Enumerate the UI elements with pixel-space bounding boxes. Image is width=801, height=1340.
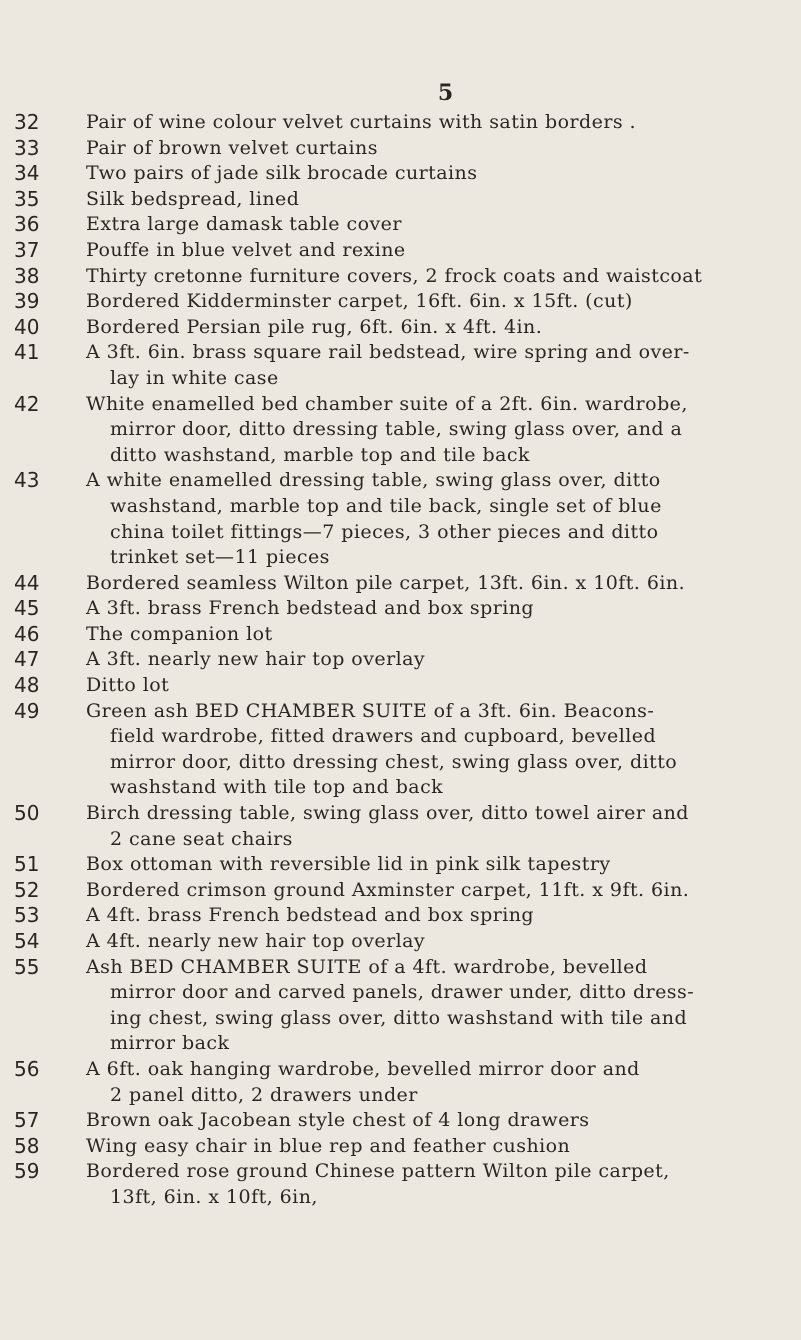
lot-number: 49 (14, 698, 40, 723)
lot-entry (14, 340, 801, 391)
lot-number: 45 (14, 596, 40, 621)
lot-entry (14, 699, 801, 801)
lot-entry (14, 852, 801, 878)
lot-number: 47 (14, 647, 40, 672)
lot-description (86, 289, 801, 315)
lot-entry (14, 673, 801, 699)
lot-description-line: Wing easy chair in blue rep and feather cushion (86, 1134, 571, 1157)
lot-description (86, 110, 801, 136)
lot-number: 35 (14, 186, 40, 211)
lot-number: 33 (14, 135, 40, 160)
lot-number: 36 (14, 212, 40, 237)
lot-description-line: washstand with tile top and back (110, 776, 444, 799)
lot-description (86, 212, 801, 238)
lot-description (86, 647, 801, 673)
lot-description (86, 136, 801, 162)
lot-description-line: washstand, marble top and tile back, single set of blue (110, 494, 662, 517)
lot-description (86, 878, 801, 904)
lot-description (86, 340, 801, 391)
lot-number: 56 (14, 1056, 40, 1081)
lot-description-line: mirror door, ditto dressing chest, swing glass over, ditto (110, 750, 678, 773)
lot-description-line: Pair of brown velvet curtains (86, 136, 378, 159)
lot-description-line: Bordered seamless Wilton pile carpet, 13ft. 6in. x 10ft. 6in. (86, 571, 686, 594)
lot-description-line: The companion lot (86, 622, 273, 645)
lot-entry (14, 110, 801, 136)
lot-description (86, 903, 801, 929)
lot-number: 55 (14, 954, 40, 979)
page-number: 5 (437, 80, 454, 106)
lot-description (86, 315, 801, 341)
lot-description-line: Pouffe in blue velvet and rexine (86, 238, 406, 261)
lot-description (86, 596, 801, 622)
lot-number: 58 (14, 1133, 40, 1158)
lot-number: 37 (14, 237, 40, 262)
lot-description-line: Bordered rose ground Chinese pattern Wilton pile carpet, (86, 1160, 670, 1183)
lot-number: 52 (14, 877, 40, 902)
lot-description-line: Bordered Persian pile rug, 6ft. 6in. x 4ft. 4in. (86, 315, 543, 338)
lot-description (86, 955, 801, 1057)
lot-number: 51 (14, 852, 40, 877)
lot-description (86, 161, 801, 187)
lot-description (86, 673, 801, 699)
lot-description-line: 13ft, 6in. x 10ft, 6in, (110, 1185, 318, 1208)
lot-number: 53 (14, 903, 40, 928)
lot-description-line: mirror door and carved panels, drawer under, ditto dress- (110, 981, 695, 1004)
lot-description-line: mirror back (110, 1032, 230, 1055)
lot-entry (14, 136, 801, 162)
lot-entry (14, 801, 801, 852)
lot-entry (14, 622, 801, 648)
lot-number: 38 (14, 263, 40, 288)
lot-description-line: A 3ft. brass French bedstead and box spring (86, 597, 535, 620)
lot-number: 46 (14, 621, 40, 646)
lot-description (86, 571, 801, 597)
lot-number: 34 (14, 161, 40, 186)
lot-description-line: Brown oak Jacobean style chest of 4 long drawers (86, 1109, 590, 1132)
lot-number: 40 (14, 314, 40, 339)
lot-description-line: A 6ft. oak hanging wardrobe, bevelled mirror door and (86, 1057, 640, 1080)
lot-description-line: Ditto lot (86, 674, 170, 697)
lot-entry (14, 1159, 801, 1210)
lot-description-line: Thirty cretonne furniture covers, 2 frock coats and waistcoat (86, 264, 703, 287)
lot-entry (14, 1134, 801, 1160)
lot-description-line: White enamelled bed chamber suite of a 2ft. 6in. wardrobe, (86, 392, 688, 415)
lot-description (86, 1134, 801, 1160)
lot-description (86, 852, 801, 878)
lot-entry (14, 1108, 801, 1134)
lot-number: 50 (14, 801, 40, 826)
lot-description-line: field wardrobe, fitted drawers and cupboard, bevelled (110, 725, 657, 748)
lot-entry (14, 238, 801, 264)
lot-description-line: Birch dressing table, swing glass over, ditto towel airer and (86, 802, 689, 825)
lot-description (86, 622, 801, 648)
lot-description-line: Bordered crimson ground Axminster carpet, 11ft. x 9ft. 6in. (86, 878, 690, 901)
lot-entry (14, 955, 801, 1057)
lot-description-line: Green ash BED CHAMBER SUITE of a 3ft. 6in. Beacons- (86, 699, 655, 722)
lot-entry (14, 903, 801, 929)
lot-entry (14, 161, 801, 187)
lot-entry (14, 392, 801, 469)
lot-description-line: A 3ft. nearly new hair top overlay (86, 648, 426, 671)
lot-number: 39 (14, 289, 40, 314)
lot-description (86, 1057, 801, 1108)
lot-entry (14, 571, 801, 597)
lot-entry (14, 187, 801, 213)
lot-description (86, 264, 801, 290)
lot-description-line: ing chest, swing glass over, ditto washstand with tile and (110, 1006, 688, 1029)
lot-entry (14, 878, 801, 904)
lot-entry (14, 264, 801, 290)
lot-entry (14, 647, 801, 673)
lot-entry (14, 289, 801, 315)
lot-entry (14, 468, 801, 570)
lot-description-line: mirror door, ditto dressing table, swing glass over, and a (110, 418, 683, 441)
lot-entry (14, 212, 801, 238)
lot-entry (14, 929, 801, 955)
lot-description-line: A white enamelled dressing table, swing glass over, ditto (86, 469, 661, 492)
lot-description (86, 392, 801, 469)
lot-description-line: 2 panel ditto, 2 drawers under (110, 1083, 418, 1106)
lot-description (86, 699, 801, 801)
lot-number: 57 (14, 1108, 40, 1133)
lot-description-line: Extra large damask table cover (86, 213, 402, 236)
lot-description (86, 468, 801, 570)
lot-description-line: Pair of wine colour velvet curtains with satin borders . (86, 111, 637, 133)
lot-description-line: 2 cane seat chairs (110, 827, 293, 850)
lot-number: 43 (14, 468, 40, 493)
lot-description-line: trinket set—11 pieces (110, 546, 330, 569)
lot-entry (14, 596, 801, 622)
lot-number: 41 (14, 340, 40, 365)
lot-entry (14, 1057, 801, 1108)
lot-description-line: Silk bedspread, lined (86, 187, 300, 210)
lot-description-line: Two pairs of jade silk brocade curtains (86, 162, 478, 185)
lot-entry (14, 315, 801, 341)
lot-description-line: ditto washstand, marble top and tile back (110, 443, 530, 466)
lot-number: 48 (14, 673, 40, 698)
lot-description-line: Box ottoman with reversible lid in pink silk tapestry (86, 853, 611, 876)
lot-description-line: A 4ft. nearly new hair top overlay (86, 930, 426, 952)
lot-list (14, 110, 801, 1211)
lot-number: 32 (14, 110, 40, 134)
lot-description (86, 187, 801, 213)
lot-description-line: lay in white case (110, 366, 279, 389)
lot-description (86, 1159, 801, 1210)
lot-description-line: Bordered Kidderminster carpet, 16ft. 6in. x 15ft. (cut) (86, 290, 633, 313)
lot-number: 42 (14, 391, 40, 416)
lot-description (86, 238, 801, 264)
lot-description (86, 1108, 801, 1134)
lot-number: 54 (14, 929, 40, 953)
lot-description-line: A 3ft. 6in. brass square rail bedstead, wire spring and over- (86, 341, 690, 364)
lot-description (86, 801, 801, 852)
lot-description-line: china toilet fittings—7 pieces, 3 other pieces and ditto (110, 520, 659, 543)
lot-description (86, 929, 801, 955)
lot-number: 59 (14, 1159, 40, 1184)
lot-description-line: Ash BED CHAMBER SUITE of a 4ft. wardrobe, bevelled (86, 955, 648, 978)
lot-description-line: A 4ft. brass French bedstead and box spring (86, 904, 535, 927)
lot-number: 44 (14, 570, 40, 595)
